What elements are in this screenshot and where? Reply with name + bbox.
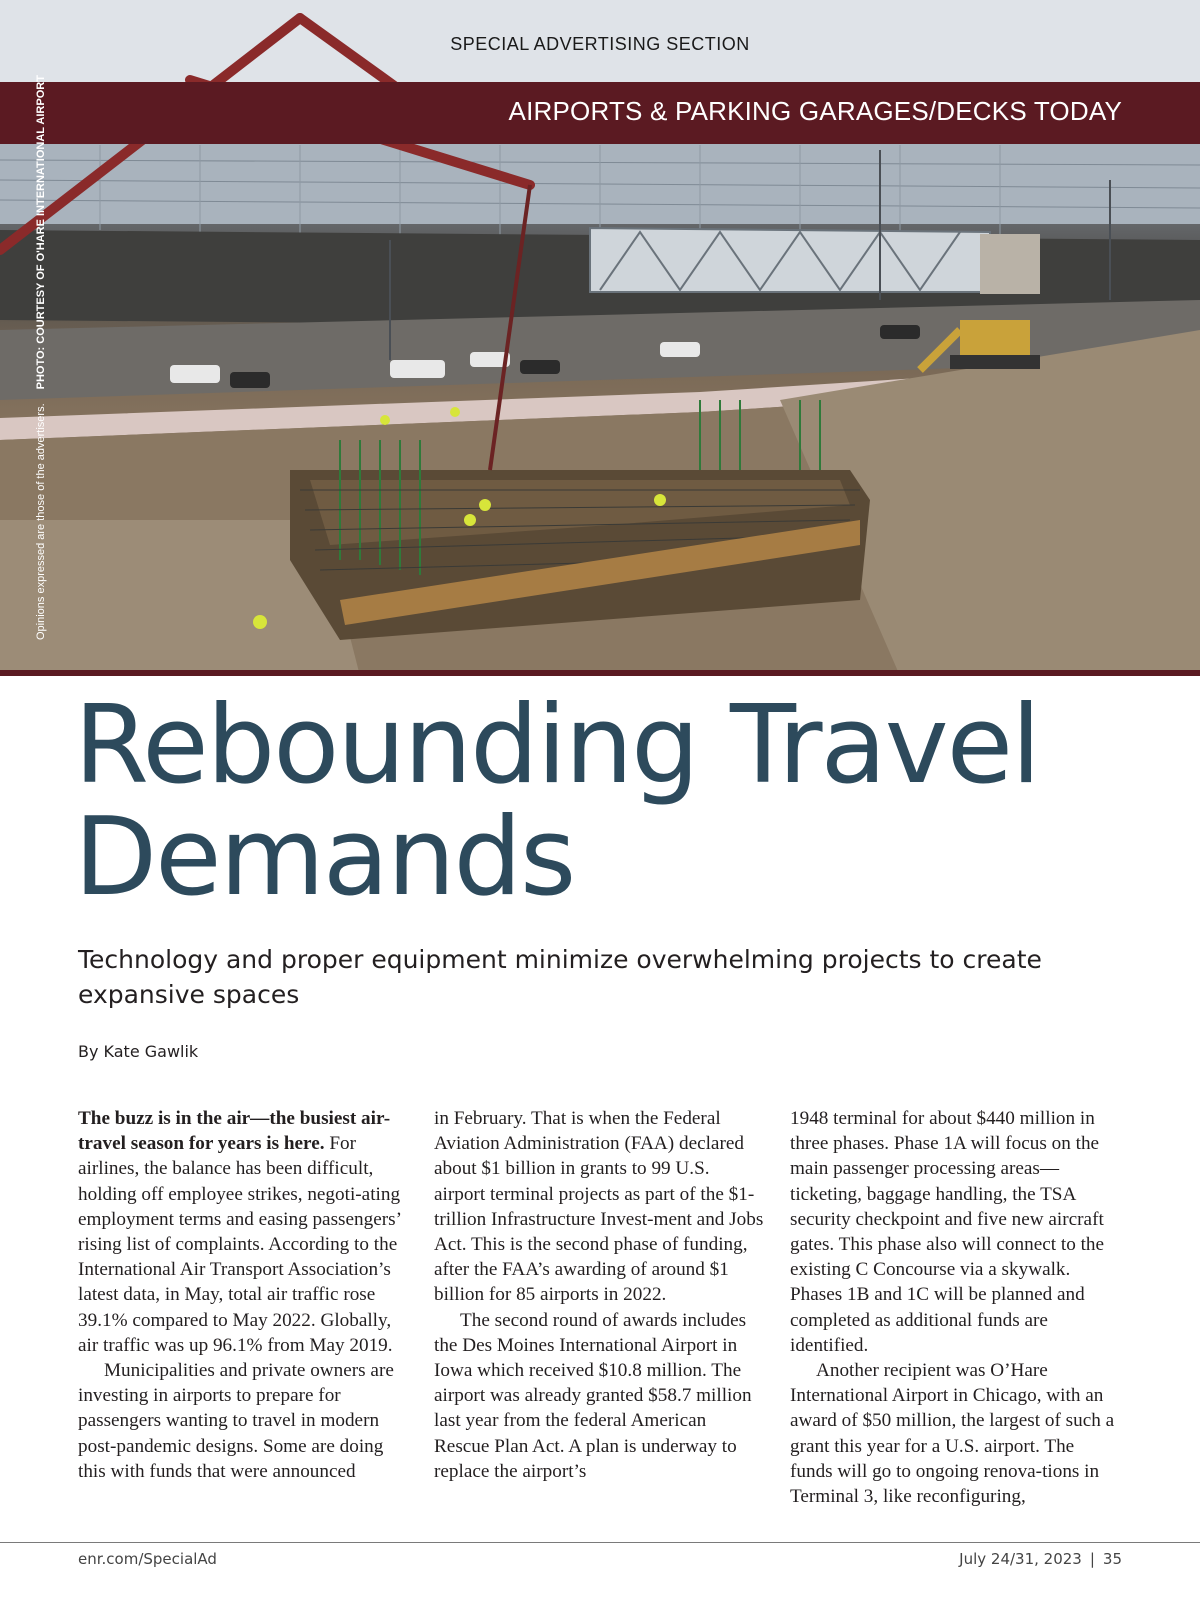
hero-photo: [0, 0, 1200, 676]
headline-line-2: Demands: [74, 795, 575, 920]
footer-rule: [0, 1542, 1200, 1543]
page-number: 35: [1102, 1550, 1122, 1568]
paragraph-text: For airlines, the balance has been difficult, holding off employee strikes, negoti-ating employment terms and easing passengers’ rising list of complaints. According to the International Air Transport Association’s latest data, in May, total air traffic rose 39.1% compared to May 2022. Globally, air traffic was up 96.1% from May 2019.: [78, 1133, 401, 1356]
paragraph: Municipalities and private owners are investing in airports to prepare for passengers wanting to travel in modern post-pandemic designs. Some are doing this with funds that were announced: [78, 1360, 394, 1482]
headline: [74, 683, 1174, 920]
paragraph: [78, 1106, 408, 1358]
issue-date: July 24/31, 2023: [959, 1550, 1082, 1568]
photo-credit: PHOTO: COURTESY OF O'HARE INTERNATIONAL AIRPORT: [35, 75, 47, 390]
footer-separator: |: [1089, 1550, 1095, 1568]
special-section-label: SPECIAL ADVERTISING SECTION: [450, 34, 750, 54]
byline: By Kate Gawlik: [78, 1042, 199, 1061]
column-3: [790, 1106, 1120, 1509]
paragraph: in February. That is when the Federal Aviation Administration (FAA) declared about $1 billion in grants to 99 U.S. airport terminal projects as part of the $1-trillion Infrastructure Invest-ment and Jobs Act. This is the second phase of funding, after the FAA’s awarding of around $1 billion for 85 airports in 2022.: [434, 1108, 764, 1306]
paragraph: The second round of awards includes the Des Moines International Airport in Iowa which received $10.8 million. The airport was already granted $58.7 million last year from the federal American Rescue Plan Act. A plan is underway to replace the airport’s: [434, 1309, 752, 1482]
section-banner: [0, 82, 1200, 144]
section-title: AIRPORTS & PARKING GARAGES/DECKS TODAY: [508, 96, 1122, 126]
column-2: [434, 1106, 764, 1484]
vertical-credit: [30, 75, 52, 640]
disclaimer: Opinions expressed are those of the advertisers.: [35, 403, 47, 640]
headline-line-1: Rebounding Travel: [74, 683, 1040, 808]
lead-in: The buzz is in the air—the busiest air-travel season for years is here.: [78, 1108, 391, 1155]
footer-url[interactable]: enr.com/SpecialAd: [78, 1550, 217, 1568]
footer-date-page: [959, 1550, 1122, 1568]
hero-bottom-rule: [0, 670, 1200, 676]
paragraph: 1948 terminal for about $440 million in three phases. Phase 1A will focus on the main passenger processing areas—ticketing, baggage handling, the TSA security checkpoint and five new aircraft gates. This phase also will connect to the existing C Concourse via a skywalk. Phases 1B and 1C will be planned and completed as additional funds are identified.: [790, 1108, 1105, 1356]
column-1: [78, 1106, 408, 1484]
paragraph: Another recipient was O’Hare International Airport in Chicago, with an award of $50 million, the largest of such a grant this year for a U.S. airport. The funds will go to ongoing renova-tions in Terminal 3, like reconfiguring,: [790, 1360, 1115, 1508]
deck: Technology and proper equipment minimize overwhelming projects to create expansive spaces: [78, 945, 1042, 1009]
